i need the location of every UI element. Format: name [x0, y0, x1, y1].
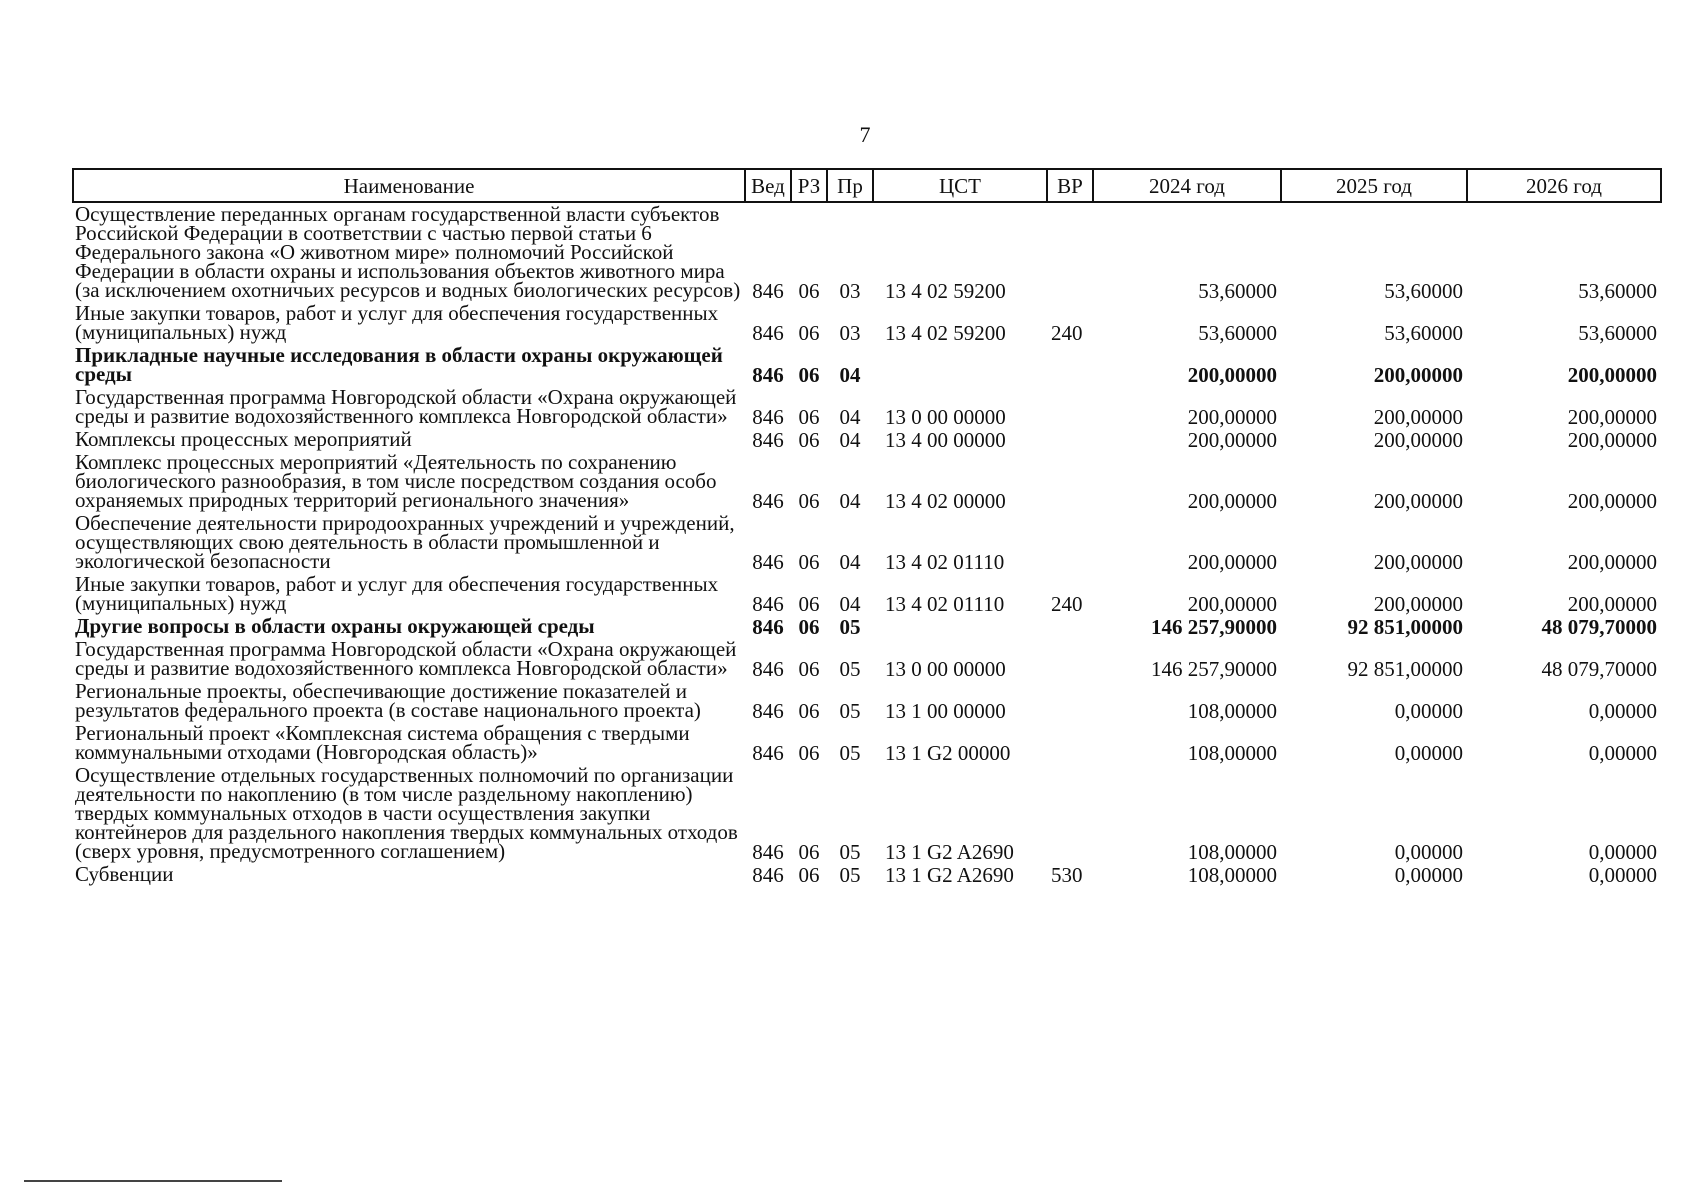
cell-2025: 92 851,00000 [1347, 615, 1463, 639]
table-header [73, 169, 1661, 202]
cell-2024: 200,00000 [1187, 405, 1277, 429]
cell-ved: 846 [752, 741, 784, 765]
cell-name: Обеспечение деятельности природоохранных учреждений и учреждений, осуществляющих свою деятельность в области промышленной и экологической безопасности [75, 511, 735, 573]
cell-rz: 06 [798, 279, 820, 303]
cell-2025: 200,00000 [1373, 363, 1463, 387]
cell-vr [1047, 202, 1093, 302]
cell-2025: 53,60000 [1384, 321, 1463, 345]
cell-pr: 05 [839, 863, 861, 887]
cell-vr [1047, 344, 1093, 386]
header-vr: ВР [1047, 169, 1093, 202]
cell-vr [1047, 764, 1093, 863]
cell-2024: 108,00000 [1187, 741, 1277, 765]
cell-2026: 200,00000 [1567, 363, 1657, 387]
cell-2026: 0,00000 [1588, 863, 1657, 887]
table-row [73, 764, 1661, 863]
cell-name: Другие вопросы в области охраны окружающей среды [75, 614, 595, 638]
table-row [73, 344, 1661, 386]
cell-2025: 0,00000 [1394, 840, 1463, 864]
cell-vr [1047, 451, 1093, 512]
cell-cst: 13 0 00 00000 [885, 405, 1006, 429]
cell-rz: 06 [798, 592, 820, 616]
cell-vr: 240 [1051, 321, 1083, 345]
header-ved: Вед [745, 169, 791, 202]
cell-name: Региональный проект «Комплексная система обращения с твердыми коммунальными отходами (Новгородская область)» [75, 721, 690, 764]
cell-pr: 04 [839, 550, 861, 574]
table-row [73, 451, 1661, 512]
cell-pr: 03 [839, 321, 861, 345]
footer-divider [24, 1180, 282, 1182]
cell-pr: 04 [839, 592, 861, 616]
cell-ved: 846 [752, 615, 784, 639]
header-2025: 2025 год [1281, 169, 1467, 202]
cell-pr: 04 [839, 428, 861, 452]
cell-rz: 06 [798, 840, 820, 864]
cell-rz: 06 [798, 428, 820, 452]
cell-pr: 05 [839, 615, 861, 639]
cell-2025: 200,00000 [1373, 550, 1463, 574]
cell-name: Государственная программа Новгородской области «Охрана окружающей среды и развитие водохозяйственного комплекса Новгородской области» [75, 637, 737, 680]
header-rz: РЗ [791, 169, 827, 202]
cell-rz: 06 [798, 741, 820, 765]
cell-cst: 13 1 G2 A2690 [885, 840, 1014, 864]
cell-ved: 846 [752, 321, 784, 345]
cell-2025: 0,00000 [1394, 699, 1463, 723]
table-row [73, 722, 1661, 764]
cell-cst: 13 4 02 01110 [885, 592, 1005, 616]
cell-cst: 13 4 00 00000 [885, 428, 1006, 452]
cell-name: Региональные проекты, обеспечивающие достижение показателей и результатов федерального проекта (в составе национального проекта) [75, 679, 701, 722]
cell-name: Комплекс процессных мероприятий «Деятельность по сохранению биологического разнообразия, в том числе посредством создания особо охраняемых природных территорий регионального значения» [75, 450, 717, 512]
cell-vr [1047, 512, 1093, 573]
cell-2024: 146 257,90000 [1151, 615, 1277, 639]
cell-ved: 846 [752, 592, 784, 616]
cell-2024: 108,00000 [1187, 840, 1277, 864]
header-2024: 2024 год [1093, 169, 1281, 202]
cell-2025: 200,00000 [1373, 428, 1463, 452]
cell-2026: 53,60000 [1578, 279, 1657, 303]
cell-rz: 06 [798, 699, 820, 723]
cell-2024: 200,00000 [1187, 428, 1277, 452]
cell-ved: 846 [752, 489, 784, 513]
cell-2024: 200,00000 [1187, 489, 1277, 513]
cell-vr [1047, 638, 1093, 680]
cell-rz: 06 [798, 863, 820, 887]
header-pr: Пр [827, 169, 873, 202]
table-row [73, 863, 1661, 886]
cell-ved: 846 [752, 550, 784, 574]
cell-2026: 0,00000 [1588, 741, 1657, 765]
budget-table [72, 168, 1662, 886]
table-row [73, 428, 1661, 451]
table-row [73, 638, 1661, 680]
table-row [73, 386, 1661, 428]
cell-name: Субвенции [75, 862, 174, 886]
cell-rz: 06 [798, 321, 820, 345]
cell-cst: 13 0 00 00000 [885, 657, 1006, 681]
cell-cst [873, 615, 1047, 638]
table-row [73, 573, 1661, 615]
cell-rz: 06 [798, 405, 820, 429]
cell-2024: 146 257,90000 [1151, 657, 1277, 681]
cell-rz: 06 [798, 363, 820, 387]
cell-2025: 200,00000 [1373, 489, 1463, 513]
header-2026: 2026 год [1467, 169, 1661, 202]
header-name: Наименование [73, 169, 745, 202]
cell-2026: 48 079,70000 [1541, 615, 1657, 639]
cell-pr: 04 [839, 405, 861, 429]
cell-name: Осуществление переданных органам государственной власти субъектов Российской Федерации в соответствии с частью первой статьи 6 Федерального закона «О животном мире» полномочий Российской Федерации в области охраны и использования объектов животного мира (за исключением охотничьих ресурсов и водных биологических ресурсов) [75, 202, 741, 302]
cell-2025: 0,00000 [1394, 741, 1463, 765]
cell-2024: 108,00000 [1187, 863, 1277, 887]
table-body [73, 202, 1661, 886]
cell-ved: 846 [752, 840, 784, 864]
table-row [73, 615, 1661, 638]
cell-2026: 200,00000 [1567, 489, 1657, 513]
cell-cst: 13 1 00 00000 [885, 699, 1006, 723]
cell-name: Комплексы процессных мероприятий [75, 427, 412, 451]
table-row [73, 680, 1661, 722]
cell-2026: 48 079,70000 [1541, 657, 1657, 681]
cell-name: Иные закупки товаров, работ и услуг для обеспечения государственных (муниципальных) нужд [75, 301, 719, 344]
cell-2026: 200,00000 [1567, 592, 1657, 616]
cell-vr [1047, 680, 1093, 722]
cell-cst: 13 4 02 59200 [885, 321, 1006, 345]
header-row [73, 169, 1661, 202]
cell-2024: 53,60000 [1198, 279, 1277, 303]
cell-2026: 200,00000 [1567, 405, 1657, 429]
cell-ved: 846 [752, 863, 784, 887]
cell-2025: 0,00000 [1394, 863, 1463, 887]
cell-cst [873, 344, 1047, 386]
cell-vr: 240 [1051, 592, 1083, 616]
cell-2024: 200,00000 [1187, 550, 1277, 574]
cell-pr: 04 [839, 363, 861, 387]
cell-cst: 13 4 02 00000 [885, 489, 1006, 513]
cell-ved: 846 [752, 363, 784, 387]
cell-2026: 0,00000 [1588, 840, 1657, 864]
header-cst: ЦСТ [873, 169, 1047, 202]
cell-ved: 846 [752, 657, 784, 681]
cell-ved: 846 [752, 279, 784, 303]
cell-pr: 05 [839, 741, 861, 765]
cell-2026: 200,00000 [1567, 428, 1657, 452]
cell-ved: 846 [752, 699, 784, 723]
cell-cst: 13 1 G2 A2690 [885, 863, 1014, 887]
cell-name: Иные закупки товаров, работ и услуг для обеспечения государственных (муниципальных) нужд [75, 572, 719, 615]
cell-vr [1047, 428, 1093, 451]
cell-ved: 846 [752, 405, 784, 429]
cell-name: Прикладные научные исследования в области охраны окружающей среды [75, 343, 723, 386]
cell-2024: 200,00000 [1187, 592, 1277, 616]
page-number: 7 [859, 122, 871, 147]
cell-vr [1047, 615, 1093, 638]
cell-2026: 0,00000 [1588, 699, 1657, 723]
cell-rz: 06 [798, 657, 820, 681]
cell-ved: 846 [752, 428, 784, 452]
cell-vr [1047, 386, 1093, 428]
cell-cst: 13 4 02 59200 [885, 279, 1006, 303]
cell-name: Государственная программа Новгородской области «Охрана окружающей среды и развитие водохозяйственного комплекса Новгородской области» [75, 385, 737, 428]
cell-2025: 200,00000 [1373, 592, 1463, 616]
cell-pr: 03 [839, 279, 861, 303]
table-row [73, 512, 1661, 573]
cell-2026: 53,60000 [1578, 321, 1657, 345]
cell-2025: 200,00000 [1373, 405, 1463, 429]
cell-2024: 108,00000 [1187, 699, 1277, 723]
cell-2024: 53,60000 [1198, 321, 1277, 345]
table-row [73, 202, 1661, 302]
cell-rz: 06 [798, 489, 820, 513]
cell-2026: 200,00000 [1567, 550, 1657, 574]
cell-cst: 13 4 02 01110 [885, 550, 1005, 574]
cell-cst: 13 1 G2 00000 [885, 741, 1011, 765]
cell-pr: 05 [839, 657, 861, 681]
cell-2025: 92 851,00000 [1347, 657, 1463, 681]
cell-vr [1047, 722, 1093, 764]
cell-pr: 05 [839, 699, 861, 723]
cell-rz: 06 [798, 550, 820, 574]
cell-rz: 06 [798, 615, 820, 639]
cell-2024: 200,00000 [1187, 363, 1277, 387]
cell-pr: 05 [839, 840, 861, 864]
cell-vr: 530 [1051, 863, 1083, 887]
cell-name: Осуществление отдельных государственных полномочий по организации деятельности по накоплению (в том числе раздельному накоплению) твердых коммунальных отходов в части осуществления закупки контейнеров для раздельного накопления твердых коммунальных отходов (сверх уровня, предусмотренного соглашением) [75, 763, 738, 863]
cell-2025: 53,60000 [1384, 279, 1463, 303]
table-row [73, 302, 1661, 344]
cell-pr: 04 [839, 489, 861, 513]
